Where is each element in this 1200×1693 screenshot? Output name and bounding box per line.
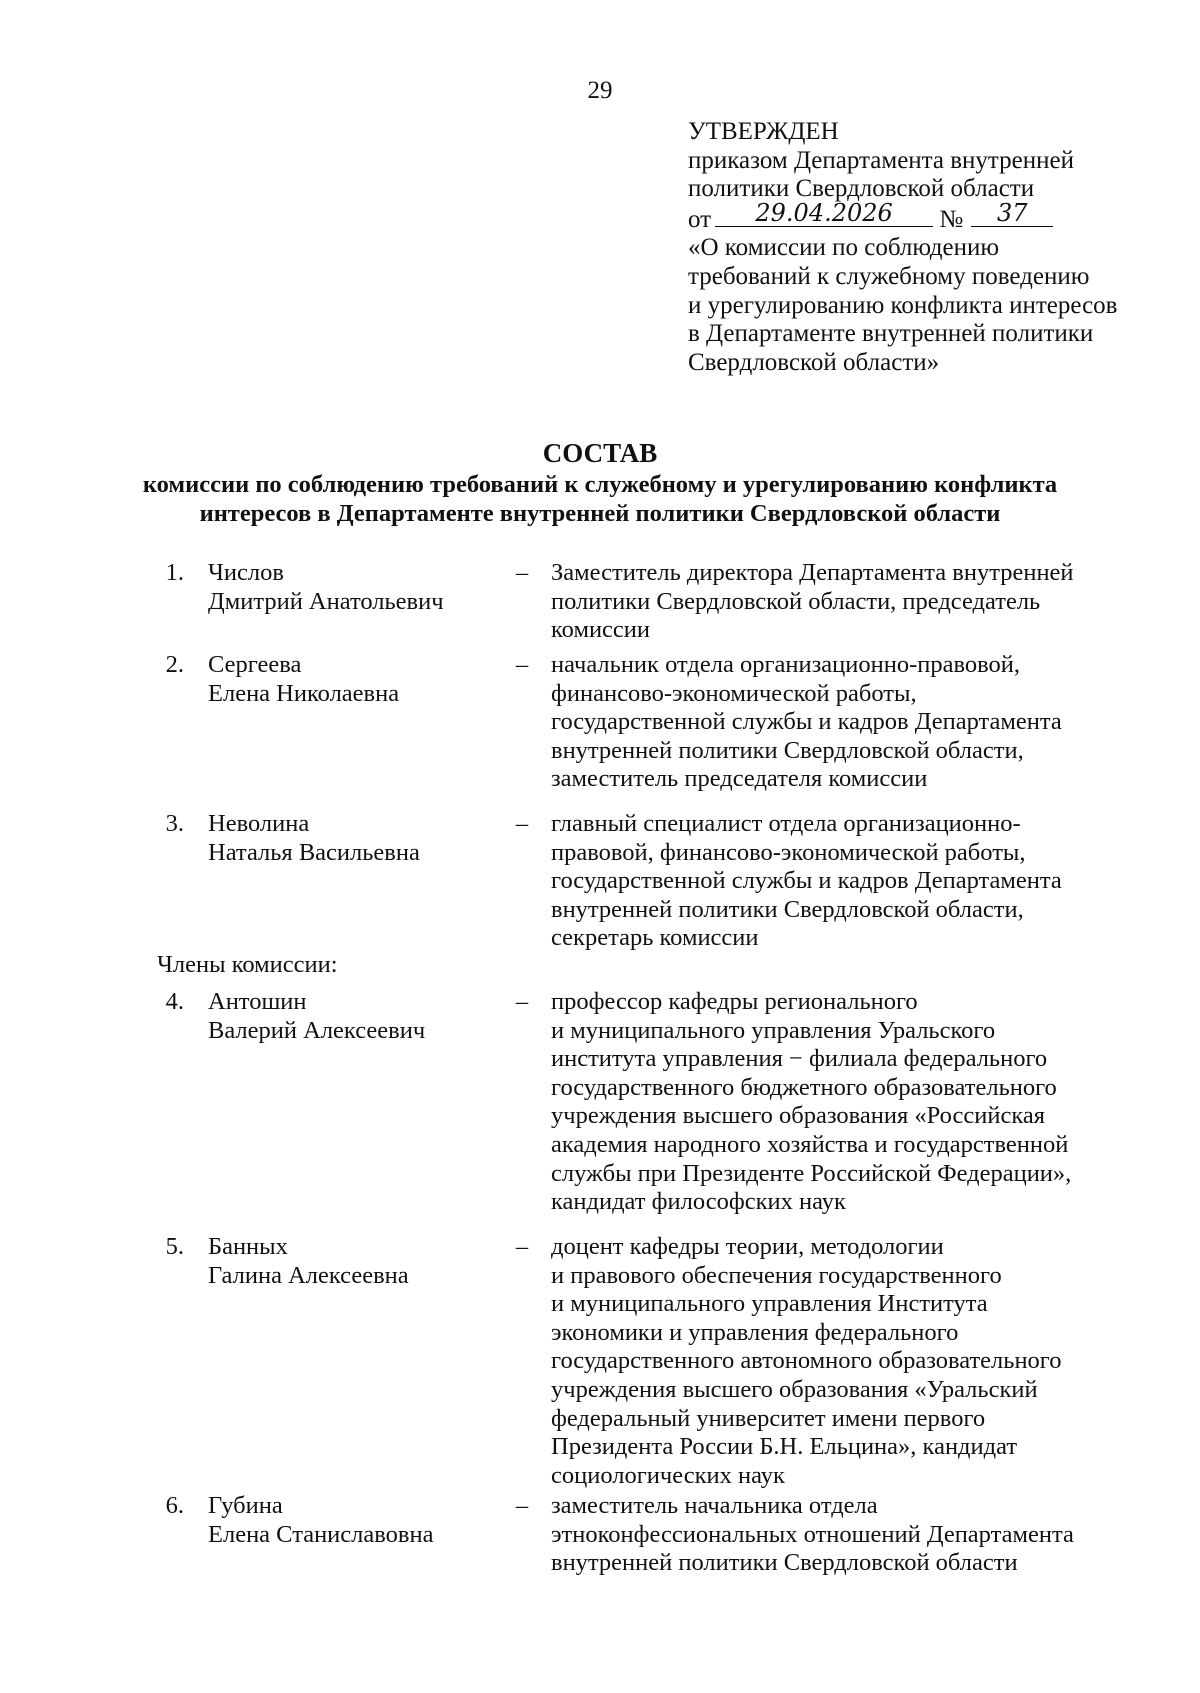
approval-subject-line: Свердловской области» [688, 348, 940, 376]
member-dash: – [515, 1492, 529, 1519]
member-name [208, 651, 498, 708]
member-surname: Сергеева [208, 651, 302, 678]
member-role-line: института управления − филиала федерального [551, 1045, 1048, 1073]
approval-line: политики Свердловской области [688, 175, 1035, 203]
approval-line: приказом Департамента внутренней [688, 146, 1074, 174]
member-role [551, 1492, 1151, 1578]
member-role-line: государственной службы и кадров Департамента [551, 867, 1062, 895]
handwritten-number: 37 [996, 198, 1028, 227]
member-role-line: социологических наук [551, 1461, 785, 1489]
member-dash: – [515, 559, 529, 586]
member-number: 5. [165, 1233, 184, 1260]
member-given-names: Галина Алексеевна [208, 1261, 409, 1289]
approval-subject-line: и урегулированию конфликта интересов [688, 291, 1118, 319]
member-role-line: внутренней политики Свердловской области [551, 1549, 1018, 1577]
member-name [208, 988, 498, 1045]
member-number: 1. [165, 559, 184, 586]
approval-subject-line: требований к служебному поведению [688, 262, 1090, 290]
member-role-line: финансово-экономической работы, [551, 679, 917, 707]
member-given-names: Дмитрий Анатольевич [208, 587, 444, 615]
member-name [208, 1492, 498, 1549]
member-given-names: Наталья Васильевна [208, 838, 420, 866]
member-role-line: кандидат философских наук [551, 1188, 846, 1216]
member-role-line: и муниципального управления Института [551, 1290, 988, 1318]
member-dash: – [515, 988, 529, 1015]
document-heading [0, 436, 1200, 528]
member-surname: Антошин [208, 988, 307, 1015]
approval-subject-line: «О комиссии по соблюдению [688, 234, 1000, 262]
member-role-line: заместитель председателя комиссии [551, 765, 928, 793]
member-surname: Банных [208, 1233, 288, 1260]
members-heading: Члены комиссии: [157, 951, 338, 978]
member-name [208, 810, 498, 867]
date-field [715, 198, 933, 227]
member-role-line: начальник отдела организационно-правовой, [551, 651, 1021, 678]
member-given-names: Елена Николаевна [208, 679, 400, 707]
member-role-line: внутренней политики Свердловской области, [551, 895, 1024, 923]
date-prefix: от [688, 205, 712, 233]
document-subtitle: комиссии по соблюдению требований к служебному и урегулированию конфликта [142, 471, 1058, 498]
member-name [208, 1233, 498, 1290]
approval-date-line [688, 198, 1158, 235]
member-role-line: профессор кафедры регионального [551, 988, 918, 1015]
member-role-line: экономики и управления федерального [551, 1318, 959, 1346]
member-role-line: заместитель начальника отдела [551, 1492, 878, 1519]
member-role [551, 559, 1151, 645]
member-role-line: внутренней политики Свердловской области, [551, 736, 1024, 764]
member-role-line: учреждения высшего образования «Российская [551, 1102, 1046, 1130]
member-surname: Губина [208, 1492, 283, 1519]
member-role [551, 810, 1151, 953]
member-dash: – [515, 651, 529, 678]
member-given-names: Елена Станиславовна [208, 1520, 434, 1548]
member-role [551, 651, 1151, 794]
member-role-line: секретарь комиссии [551, 924, 759, 952]
member-role-line: государственной службы и кадров Департамента [551, 708, 1062, 736]
approval-block [688, 118, 1158, 377]
member-name [208, 559, 498, 616]
member-role-line: службы при Президенте Российской Федерации», [551, 1159, 1072, 1187]
member-role [551, 988, 1151, 1217]
member-role-line: Президента России Б.Н. Ельцина», кандидат [551, 1433, 1018, 1461]
member-role-line: правовой, финансово-экономической работы, [551, 838, 1026, 866]
member-role-line: учреждения высшего образования «Уральский [551, 1375, 1038, 1403]
handwritten-date: 29.04.2026 [755, 198, 893, 227]
member-role-line: государственного автономного образовательного [551, 1347, 1062, 1375]
member-dash: – [515, 810, 529, 837]
member-role-line: доцент кафедры теории, методологии [551, 1233, 944, 1260]
member-role-line: комиссии [551, 616, 651, 644]
member-role-line: академия народного хозяйства и государственной [551, 1130, 1069, 1158]
member-role-line: государственного бюджетного образовательного [551, 1073, 1057, 1101]
member-dash: – [515, 1233, 529, 1260]
member-number: 4. [165, 988, 184, 1015]
approval-subject-line: в Департаменте внутренней политики [688, 320, 1094, 348]
member-number: 2. [165, 651, 184, 678]
member-role-line: и муниципального управления Уральского [551, 1016, 996, 1044]
member-surname: Неволина [208, 810, 310, 837]
document-subtitle: интересов в Департаменте внутренней политики Свердловской области [199, 500, 1001, 527]
member-role-line: Заместитель директора Департамента внутренней [551, 559, 1074, 586]
page-number: 29 [587, 77, 613, 104]
member-role [551, 1233, 1151, 1490]
member-given-names: Валерий Алексеевич [208, 1016, 426, 1044]
member-number: 6. [165, 1492, 184, 1519]
number-prefix: № [939, 205, 964, 233]
member-role-line: главный специалист отдела организационно- [551, 810, 1021, 837]
member-role-line: и правового обеспечения государственного [551, 1261, 1002, 1289]
document-title: СОСТАВ [542, 438, 658, 468]
member-number: 3. [165, 810, 184, 837]
member-role-line: этноконфессиональных отношений Департамента [551, 1520, 1074, 1548]
number-field [971, 198, 1053, 227]
approval-title: УТВЕРЖДЕН [688, 118, 839, 145]
member-surname: Числов [208, 559, 284, 586]
member-role-line: федеральный университет имени первого [551, 1404, 986, 1432]
member-role-line: политики Свердловской области, председатель [551, 587, 1041, 615]
